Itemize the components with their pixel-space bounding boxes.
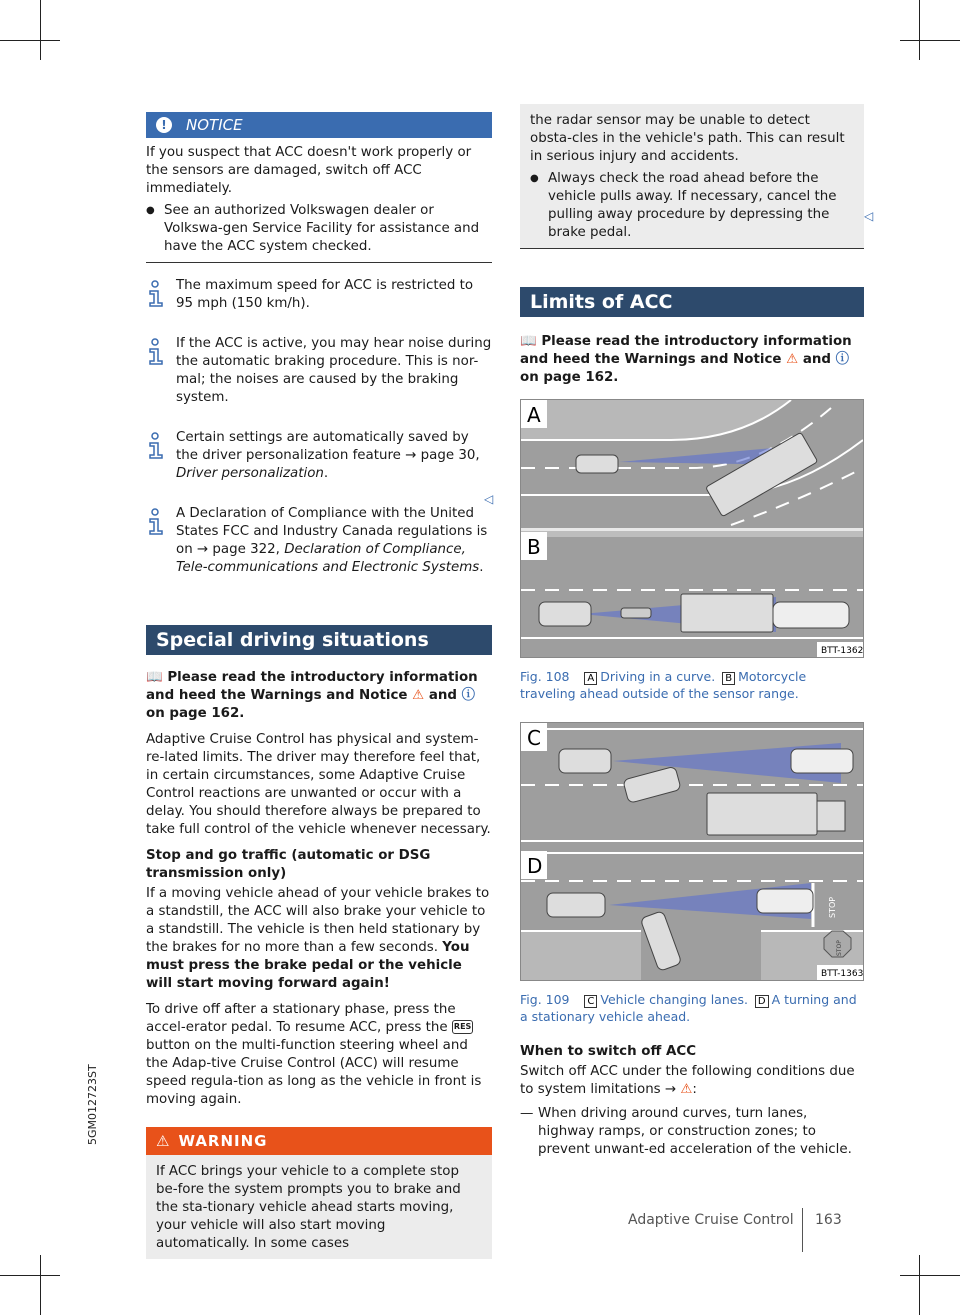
crop-mark (0, 40, 60, 41)
warning-triangle-icon: ⚠ (680, 1082, 693, 1097)
warning-body: If ACC brings your vehicle to a complete stop be-fore the system prompts you to brake and the sta-tionary vehicle ahead starts moving, your vehicle will also start moving automatically. In some cases (146, 1155, 492, 1259)
info-icon (144, 431, 166, 461)
panel-label-a: A (527, 403, 541, 427)
info-icon (144, 507, 166, 537)
side-code: 5GM012723ST (86, 1064, 99, 1145)
footer-divider (802, 1208, 803, 1252)
intro-text: 📖 Please read the introductory information and heed the Warnings and Notice ⚠ and ⓘ on page 162. (146, 670, 478, 721)
end-marker-icon: ◁ (864, 209, 874, 223)
note-1: The maximum speed for ACC is restricted to 95 mph (150 km/h). (146, 277, 492, 313)
stopgo-heading: Stop and go traffic (automatic or DSG transmission only) (146, 848, 431, 881)
warning-triangle-icon: ⚠ (156, 1132, 171, 1150)
figure-108-illustration (521, 400, 863, 657)
intro-text: 📖 Please read the introductory information and heed the Warnings and Notice ⚠ and ⓘ on page 162. (520, 334, 852, 385)
crop-mark (919, 1255, 920, 1315)
notice-body (146, 138, 492, 263)
link-driver-personalization[interactable]: Driver personalization (176, 466, 324, 481)
crop-mark (0, 1275, 60, 1276)
note-2: If the ACC is active, you may hear noise during the automatic braking procedure. This is nor-mal; the noises are caused by the braking system. (146, 335, 492, 407)
notice-circle-icon: ⓘ (461, 688, 476, 703)
figure-code: BTT-1362 (821, 646, 863, 656)
page-number: 163 (815, 1212, 842, 1228)
switch-text: Switch off ACC under the following conditions due to system limitations → ⚠: (520, 1064, 855, 1097)
warning-triangle-icon: ⚠ (412, 688, 425, 703)
notice-icon: ! (156, 117, 172, 133)
info-icon (144, 337, 166, 367)
footer-chapter: Adaptive Cruise Control (628, 1212, 794, 1228)
notice-header (146, 112, 492, 138)
res-button-icon: RES (452, 1020, 473, 1034)
note-3: Certain settings are automatically saved by the driver personalization feature → page 30, Driver personalization. (146, 429, 492, 483)
book-icon: 📖 (520, 334, 537, 349)
section-title-limits: Limits of ACC (520, 287, 864, 317)
figure-code: BTT-1363 (821, 969, 863, 979)
para-2: If a moving vehicle ahead of your vehicle brakes to a standstill, the ACC will also brake your vehicle to a standstill. The vehicle is then held stationary by the brakes for no more than a few seconds. You must press the brake pedal or the vehicle will start moving forward again! (146, 886, 490, 991)
panel-label-d: D (527, 854, 543, 878)
crop-mark (900, 1275, 960, 1276)
note-4: A Declaration of Compliance with the United States FCC and Industry Canada regulations is on → page 322, Declaration of Compliance, Tele-communications and Electronic Systems. (146, 505, 492, 577)
figure-108 (520, 399, 864, 658)
panel-label-b: B (527, 535, 541, 559)
warning-continued: the radar sensor may be unable to detect obsta-cles in the vehicle's path. This can result in serious injury and accidents. ● Always check the road ahead before the vehicle pulls away. If necessary, cancel the pulling away procedure by depressing the brake pedal. (520, 104, 864, 249)
figure-109 (520, 722, 864, 981)
figure-109-caption: Fig. 109 C Vehicle changing lanes. D A turning and a stationary vehicle ahead. (520, 992, 857, 1024)
crop-mark (919, 0, 920, 60)
left-column (146, 112, 492, 1259)
link-declaration[interactable]: Declaration of Compliance, Tele-communications and Electronic Systems (176, 542, 480, 575)
stop-road-text: STOP (828, 896, 837, 918)
notice-bullet: ● See an authorized Volkswagen dealer or Volkswa-gen Service Facility for assistance and have the ACC system checked. (146, 202, 492, 256)
dash-item-1: — When driving around curves, turn lanes, highway ramps, or construction zones; to prevent unwant-ed acceleration of the vehicle. (520, 1105, 864, 1159)
crop-mark (40, 0, 41, 60)
switch-heading: When to switch off ACC (520, 1044, 697, 1059)
notice-text: If you suspect that ACC doesn't work properly or the sensors are damaged, switch off ACC immediately. (146, 145, 472, 196)
figure-109-illustration (521, 723, 863, 980)
warning-triangle-icon: ⚠ (786, 352, 799, 367)
warning-bullet: ● Always check the road ahead before the vehicle pulls away. If necessary, cancel the pulling away procedure by depressing the brake pedal. (530, 170, 854, 242)
notice-title: NOTICE (186, 116, 243, 134)
figure-108-caption: Fig. 108 A Driving in a curve. B Motorcycle traveling ahead outside of the sensor range. (520, 669, 807, 701)
section-title-special: Special driving situations (146, 625, 492, 655)
para-1: Adaptive Cruise Control has physical and system-re-lated limits. The driver may therefore feel that, in certain circumstances, some Adaptive Cruise Control reactions are unwanted or occur with a delay. You should therefore always be prepared to take full control of the vehicle whenever necessary. (146, 732, 491, 837)
warning-header: ⚠ WARNING (146, 1127, 492, 1155)
info-icon (144, 279, 166, 309)
stop-sign-text: STOP (836, 940, 843, 956)
crop-mark (900, 40, 960, 41)
panel-label-c: C (527, 726, 541, 750)
para-3: To drive off after a stationary phase, press the accel-erator pedal. To resume ACC, press the RES button on the multi-function steering wheel and the Adap-tive Cruise Control (ACC) will resume speed regula-tion as long as the vehicle in front is moving again. (146, 1002, 482, 1107)
end-marker-icon: ◁ (484, 492, 494, 506)
book-icon: 📖 (146, 670, 163, 685)
notice-circle-icon: ⓘ (835, 352, 850, 367)
crop-mark (40, 1255, 41, 1315)
right-column (520, 104, 864, 1159)
